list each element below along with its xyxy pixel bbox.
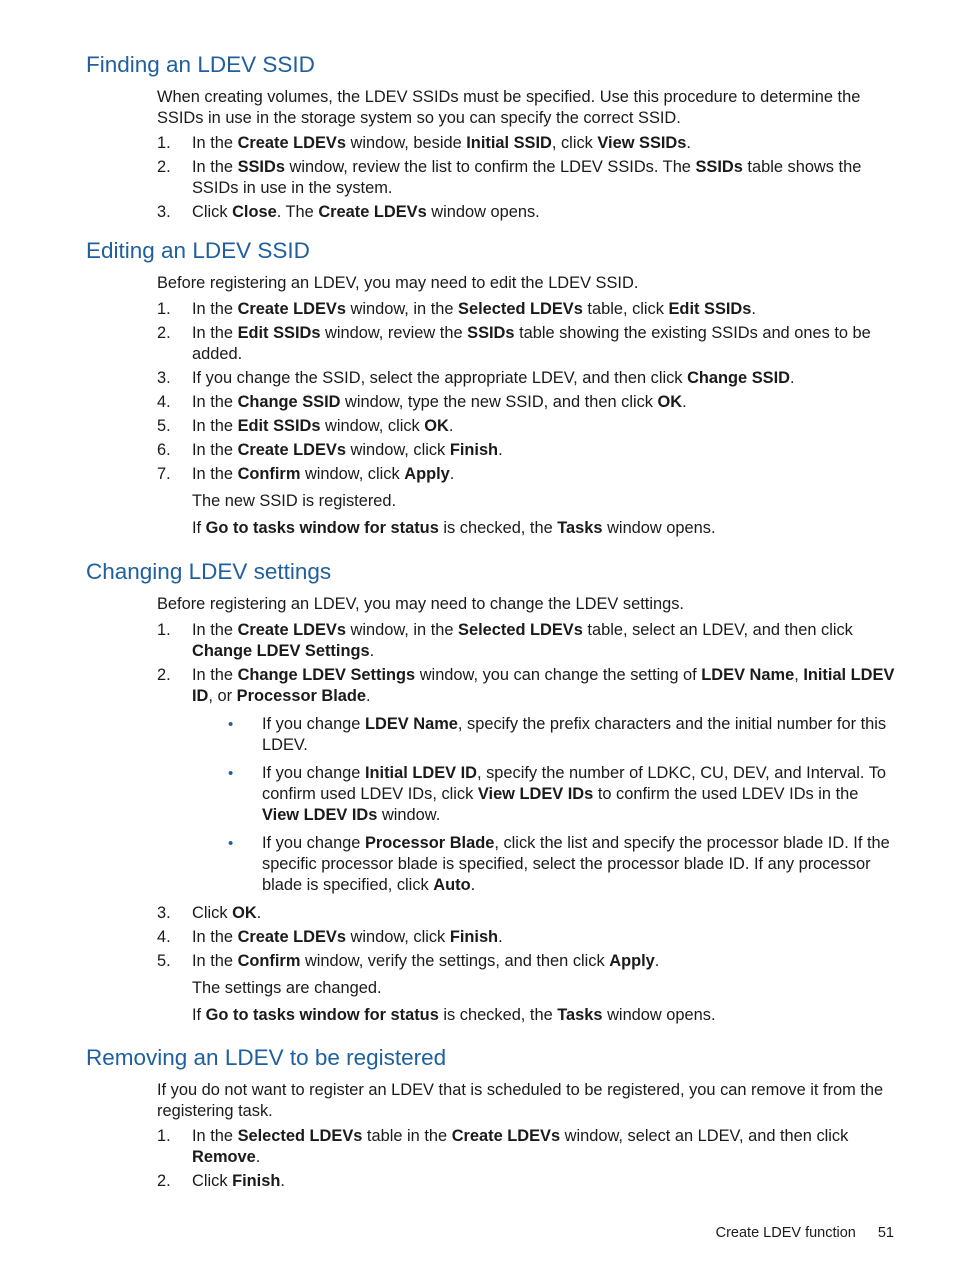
ui-term: Processor Blade	[364, 834, 495, 852]
ui-term: Change LDEV Settings	[237, 666, 416, 684]
text-run: .	[751, 300, 756, 318]
text-run: If you change	[262, 715, 365, 733]
ui-term: Selected LDEVs	[458, 621, 583, 639]
ui-term: View LDEV IDs	[262, 806, 378, 824]
text-run: In the	[192, 158, 238, 176]
step-number: 4.	[157, 928, 171, 946]
step-number: 1.	[157, 134, 171, 152]
ui-term: Confirm	[237, 465, 301, 483]
step-number: 2.	[157, 158, 171, 176]
step-item	[157, 927, 897, 948]
text-run: table, select an LDEV, and then click	[582, 621, 853, 639]
text-run: .	[682, 393, 687, 411]
ui-term: View LDEV IDs	[477, 785, 594, 803]
text-run: .	[255, 1148, 261, 1166]
step-item	[157, 323, 897, 365]
step-text	[192, 202, 897, 223]
page-footer	[716, 1223, 894, 1244]
text-run: .	[256, 904, 262, 922]
ui-term: Edit SSIDs	[237, 324, 321, 342]
text-run: table in the	[362, 1127, 452, 1145]
text-run: .	[498, 441, 503, 459]
step-list	[157, 133, 897, 226]
text-run: is checked, the	[438, 519, 558, 537]
step-item	[157, 133, 897, 154]
ui-term: Apply	[609, 952, 655, 970]
ui-term: Tasks	[557, 1006, 603, 1024]
step-text	[192, 440, 897, 461]
step-number: 1.	[157, 621, 171, 639]
step-text	[192, 299, 897, 320]
bullet-list	[227, 714, 897, 896]
section-intro: Before registering an LDEV, you may need to change the LDEV settings.	[157, 595, 684, 613]
text-run: , click the list and specify the processor blade ID. If the specific processor blade is specified, select the processor blade ID. If any processor blade is specified, click	[262, 834, 890, 894]
text-run: Click	[192, 904, 233, 922]
ui-term: Apply	[404, 465, 450, 483]
text-run: In the	[192, 465, 238, 483]
bullet-icon: •	[228, 835, 234, 852]
section-intro: When creating volumes, the LDEV SSIDs must be specified. Use this procedure to determine the SSIDs in use in the storage system so you can specify the correct SSID.	[157, 88, 861, 127]
step-number: 5.	[157, 417, 171, 435]
step-item	[157, 665, 897, 896]
step-result-note	[192, 1005, 897, 1026]
text-run: In the	[192, 324, 238, 342]
step-text	[192, 392, 897, 413]
ui-term: LDEV Name	[364, 715, 458, 733]
ui-term: Selected LDEVs	[237, 1127, 363, 1145]
step-result-note	[192, 518, 897, 539]
ui-term: Finish	[449, 928, 499, 946]
step-text	[192, 1171, 897, 1192]
section-heading: Changing LDEV settings	[86, 559, 332, 584]
ui-term: Finish	[449, 441, 499, 459]
text-run: window, select an LDEV, and then click	[560, 1127, 849, 1145]
ui-term: Create LDEVs	[318, 203, 427, 221]
step-text	[192, 368, 897, 389]
text-run: In the	[192, 1127, 238, 1145]
ui-term: Change SSID	[237, 393, 341, 411]
ui-term: Edit SSIDs	[237, 417, 321, 435]
text-run: , specify the prefix characters and the initial number for this LDEV.	[262, 715, 887, 754]
section-heading: Finding an LDEV SSID	[86, 52, 315, 77]
section-intro: Before registering an LDEV, you may need to edit the LDEV SSID.	[157, 274, 639, 292]
text-run: In the	[192, 952, 238, 970]
step-item	[157, 392, 897, 413]
ui-term: Initial LDEV ID	[364, 764, 477, 782]
step-item	[157, 416, 897, 437]
ui-term: Auto	[433, 876, 471, 894]
ui-term: Remove	[192, 1148, 256, 1166]
ui-term: Processor Blade	[236, 687, 367, 705]
step-item	[157, 440, 897, 461]
text-run: window, click	[345, 928, 450, 946]
ui-term: Tasks	[557, 519, 603, 537]
text-run: .	[280, 1172, 285, 1190]
bullet-icon: •	[228, 765, 234, 782]
ui-term: OK	[657, 393, 683, 411]
ui-term: Go to tasks window for status	[205, 519, 439, 537]
text-run: . The	[276, 203, 319, 221]
text-run: .	[448, 417, 454, 435]
step-text	[192, 927, 897, 948]
step-item	[157, 951, 897, 972]
text-run: window, type the new SSID, and then click	[340, 393, 658, 411]
text-run: table showing the existing SSIDs and ones to be added.	[192, 324, 871, 363]
ui-term: OK	[232, 904, 257, 922]
ui-term: Change SSID	[687, 369, 790, 387]
step-result-note	[192, 491, 897, 512]
ui-term: Confirm	[237, 952, 301, 970]
ui-term: Create LDEVs	[237, 134, 346, 152]
text-run: In the	[192, 134, 238, 152]
text-run: window, review the list to confirm the LDEV SSIDs. The	[284, 158, 696, 176]
text-run: window, click	[345, 441, 450, 459]
text-run: to confirm the used LDEV IDs in the	[593, 785, 859, 803]
ui-term: OK	[424, 417, 449, 435]
step-item	[157, 157, 897, 199]
step-text	[192, 464, 897, 485]
text-run: .	[470, 876, 476, 894]
text-run: window, click	[320, 417, 425, 435]
step-number: 4.	[157, 393, 171, 411]
text-run: If	[192, 519, 206, 537]
step-number: 7.	[157, 465, 171, 483]
text-run: , or	[208, 687, 237, 705]
step-item	[157, 620, 897, 662]
text-run: .	[654, 952, 660, 970]
step-text	[192, 951, 897, 972]
text-run: window, in the	[345, 300, 459, 318]
section-heading: Editing an LDEV SSID	[86, 238, 310, 263]
text-run: window, click	[300, 465, 405, 483]
step-list	[157, 620, 897, 1026]
ui-term: Finish	[232, 1172, 281, 1190]
step-item	[157, 903, 897, 924]
ui-term: SSIDs	[467, 324, 515, 342]
ui-term: Initial SSID	[466, 134, 552, 152]
step-text	[192, 157, 897, 199]
step-list	[157, 1126, 897, 1195]
step-list	[157, 299, 897, 539]
footer-label: Create LDEV function	[715, 1225, 856, 1241]
step-text	[192, 665, 897, 707]
text-run: The settings are changed.	[192, 979, 382, 997]
bullet-item	[227, 833, 897, 896]
step-number: 3.	[157, 904, 171, 922]
text-run: In the	[192, 393, 238, 411]
text-run: .	[366, 687, 371, 705]
page-number: 51	[877, 1225, 894, 1241]
text-run: .	[449, 465, 455, 483]
ui-term: Create LDEVs	[237, 441, 346, 459]
step-item	[157, 464, 897, 485]
ui-term: Create LDEVs	[237, 928, 346, 946]
step-text	[192, 416, 897, 437]
text-run: If you change	[262, 834, 365, 852]
text-run: In the	[192, 621, 238, 639]
step-text	[192, 620, 897, 662]
ui-term: Initial LDEV ID	[192, 666, 895, 705]
text-run: , specify the number of LDKC, CU, DEV, and Interval. To confirm used LDEV IDs, click	[262, 764, 887, 803]
text-run: window, beside	[345, 134, 467, 152]
step-text	[192, 323, 897, 365]
step-item	[157, 368, 897, 389]
step-number: 6.	[157, 441, 171, 459]
step-item	[157, 1171, 897, 1192]
step-number: 1.	[157, 1127, 171, 1145]
text-run: In the	[192, 928, 238, 946]
text-run: window.	[377, 806, 441, 824]
text-run: In the	[192, 666, 238, 684]
text-run: window, you can change the setting of	[415, 666, 702, 684]
ui-term: SSIDs	[237, 158, 285, 176]
text-run: table, click	[582, 300, 669, 318]
step-number: 3.	[157, 203, 171, 221]
ui-term: Change LDEV Settings	[192, 642, 370, 660]
text-run: window opens.	[602, 1006, 716, 1024]
step-number: 2.	[157, 666, 171, 684]
bullet-item	[227, 714, 897, 756]
text-run: table shows the SSIDs in use in the system.	[192, 158, 862, 197]
ui-term: Go to tasks window for status	[205, 1006, 439, 1024]
step-number: 3.	[157, 369, 171, 387]
text-run: In the	[192, 417, 238, 435]
text-run: .	[686, 134, 691, 152]
text-run: window, in the	[345, 621, 459, 639]
ui-term: LDEV Name	[701, 666, 795, 684]
text-run: window opens.	[602, 519, 716, 537]
text-run: Click	[192, 1172, 233, 1190]
text-run: If you change the SSID, select the appropriate LDEV, and then click	[192, 369, 688, 387]
step-result-note	[192, 978, 897, 999]
text-run: In the	[192, 441, 238, 459]
text-run: window, verify the settings, and then click	[300, 952, 610, 970]
step-number: 2.	[157, 1172, 171, 1190]
text-run: Click	[192, 203, 233, 221]
bullet-icon: •	[228, 716, 234, 733]
ui-term: Close	[232, 203, 277, 221]
step-item	[157, 202, 897, 223]
ui-term: Selected LDEVs	[458, 300, 583, 318]
bullet-item	[227, 763, 897, 826]
step-number: 1.	[157, 300, 171, 318]
step-text	[192, 903, 897, 924]
text-run: , click	[551, 134, 598, 152]
text-run: window, review the	[320, 324, 468, 342]
step-item	[157, 1126, 897, 1168]
text-run: The new SSID is registered.	[192, 492, 397, 510]
section-intro: If you do not want to register an LDEV that is scheduled to be registered, you can remove it from the registering task.	[157, 1081, 884, 1120]
text-run: is checked, the	[438, 1006, 558, 1024]
step-text	[192, 1126, 897, 1168]
text-run: If	[192, 1006, 206, 1024]
step-number: 2.	[157, 324, 171, 342]
step-text	[192, 133, 897, 154]
step-number: 5.	[157, 952, 171, 970]
step-item	[157, 299, 897, 320]
text-run: window opens.	[426, 203, 540, 221]
text-run: .	[369, 642, 375, 660]
ui-term: Create LDEVs	[237, 300, 346, 318]
ui-term: View SSIDs	[597, 134, 687, 152]
ui-term: Edit SSIDs	[668, 300, 752, 318]
text-run: In the	[192, 300, 238, 318]
text-run: .	[789, 369, 795, 387]
section-heading: Removing an LDEV to be registered	[86, 1045, 447, 1070]
ui-term: Create LDEVs	[451, 1127, 561, 1145]
ui-term: Create LDEVs	[237, 621, 346, 639]
text-run: ,	[794, 666, 804, 684]
text-run: .	[498, 928, 503, 946]
ui-term: SSIDs	[695, 158, 743, 176]
text-run: If you change	[262, 764, 365, 782]
